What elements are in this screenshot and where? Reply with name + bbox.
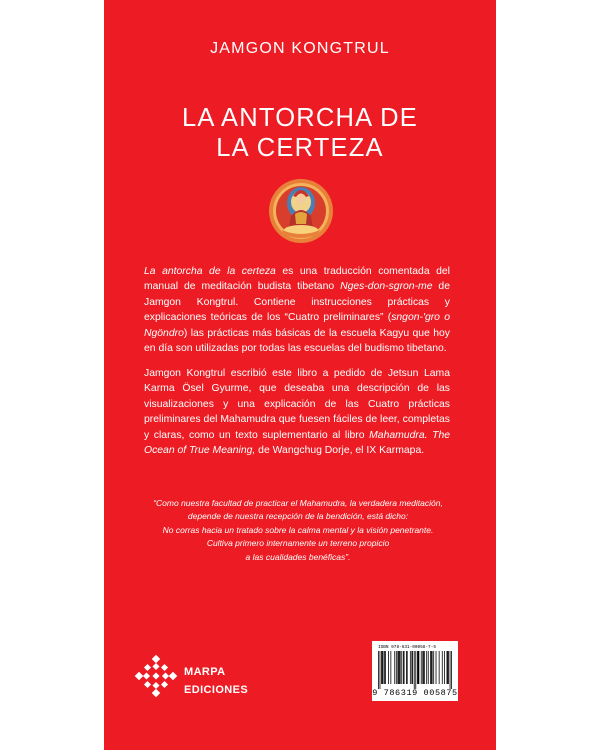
barcode-bar — [424, 651, 425, 684]
quote-line: “Como nuestra facultad de practicar el Mahamudra, la verdadera meditación, — [153, 498, 443, 508]
quote-line: depende de nuestra recepción de la bendición, está dicho: — [187, 511, 409, 522]
barcode-bar — [400, 651, 401, 684]
barcode-bar — [447, 651, 448, 684]
barcode-bar — [431, 651, 432, 684]
barcode-bar — [426, 651, 427, 684]
book-title — [104, 103, 496, 163]
quote-line: a las cualidades benéficas”. — [245, 551, 351, 562]
barcode-number: 9 786319 005875 — [372, 688, 458, 698]
barcode-bar — [411, 651, 412, 684]
title-line-1: LA ANTORCHA DE — [182, 104, 418, 132]
barcode-bars — [378, 651, 452, 689]
barcode-bar — [444, 651, 445, 684]
barcode-bar — [412, 651, 413, 684]
publisher-name — [184, 666, 248, 696]
barcode-bar — [385, 651, 386, 684]
barcode-bar — [397, 651, 398, 684]
barcode-bar — [430, 651, 431, 684]
barcode-bar — [439, 651, 440, 684]
barcode-bar — [448, 651, 449, 684]
barcode-bar — [384, 651, 385, 684]
tibetan-term-italic: sngon-'gro o Ngöndro — [144, 312, 450, 339]
description-paragraph-2 — [144, 366, 450, 458]
publisher-name-line-1: MARPA — [184, 666, 226, 678]
lama-portrait-emblem-icon — [268, 178, 334, 244]
paragraph-1-text-b: de Jamgon Kongtrul. Contiene instrucciones prácticas y explicaciones teóricas de los “Cuatro preliminares” ( — [144, 281, 450, 324]
paragraph-2-text-a: Jamgon Kongtrul escribió este libro a pedido de Jetsun Lama Karma Ösel Gyurme, que deseaba una descripción de las visualizaciones y una explicación de las Cuatro prácticas preliminares del Mahamudra que fuesen fáciles de leer, completas y claras, como un texto suplementario al libro — [144, 368, 450, 441]
paragraph-2-text-b: de Wangchug Dorje, el IX Karmapa. — [255, 445, 425, 457]
original-title-italic: Nges-don-sgron-me — [340, 281, 433, 293]
barcode-bar — [404, 651, 405, 684]
barcode-bar — [419, 651, 420, 684]
description-paragraph-1 — [144, 264, 450, 356]
barcode-bar — [381, 651, 382, 684]
isbn-label: ISBN 978-631-00058-7-5 — [378, 645, 436, 650]
barcode-bar — [382, 651, 383, 684]
back-cover — [104, 0, 496, 750]
barcode-bar — [398, 651, 399, 684]
endless-knot-logo-icon — [134, 654, 178, 698]
isbn-barcode — [372, 641, 458, 701]
barcode-bar — [388, 651, 389, 684]
title-line-2: LA CERTEZA — [216, 134, 384, 162]
barcode-bar — [451, 651, 452, 689]
barcode-bar — [394, 651, 395, 684]
barcode-bar — [390, 651, 391, 684]
barcode-bar — [407, 651, 408, 684]
barcode-bar — [383, 651, 384, 684]
barcode-bar — [403, 651, 404, 684]
barcode-bar — [414, 651, 415, 689]
barcode-bar — [396, 651, 397, 684]
barcode-bar — [433, 651, 434, 684]
barcode-bar — [436, 651, 437, 684]
author-name: JAMGON KONGTRUL — [210, 40, 390, 57]
publisher-name-line-2: EDICIONES — [184, 684, 249, 696]
barcode-bar — [410, 651, 411, 684]
reference-title-italic: Mahamudra. The Ocean of True Meaning, — [144, 429, 451, 457]
barcode-bar — [417, 651, 418, 684]
barcode-bar — [380, 651, 381, 689]
paragraph-1-text-c: ) las prácticas más básicas de la escuela Kagyu que hoy en día son utilizadas por todas las escuelas del budismo tibetano. — [144, 327, 450, 355]
barcode-bar — [421, 651, 422, 684]
barcode-bar — [428, 651, 429, 684]
barcode-bar — [406, 651, 407, 684]
paragraph-1-text-a: es una traducción comentada del manual de meditación budista tibetano — [144, 266, 450, 293]
barcode-bar — [399, 651, 400, 684]
barcode-bar — [422, 651, 423, 684]
barcode-bar — [378, 651, 379, 689]
barcode-bar — [450, 651, 451, 689]
book-title-italic: La antorcha de la certeza — [144, 266, 276, 277]
quote-line: Cultiva primero internamente un terreno propicio — [206, 538, 390, 549]
quote-line: No corras hacia un tratado sobre la calma mental y la visión penetrante. — [162, 524, 434, 535]
barcode-bar — [432, 651, 433, 684]
barcode-bar — [447, 651, 448, 684]
barcode-bar — [442, 651, 443, 684]
barcode-bar — [423, 651, 424, 684]
publisher-logo — [134, 651, 274, 699]
barcode-bar — [415, 651, 416, 689]
barcode-bar — [418, 651, 419, 684]
barcode-bar — [401, 651, 402, 684]
quote-block — [140, 497, 456, 564]
